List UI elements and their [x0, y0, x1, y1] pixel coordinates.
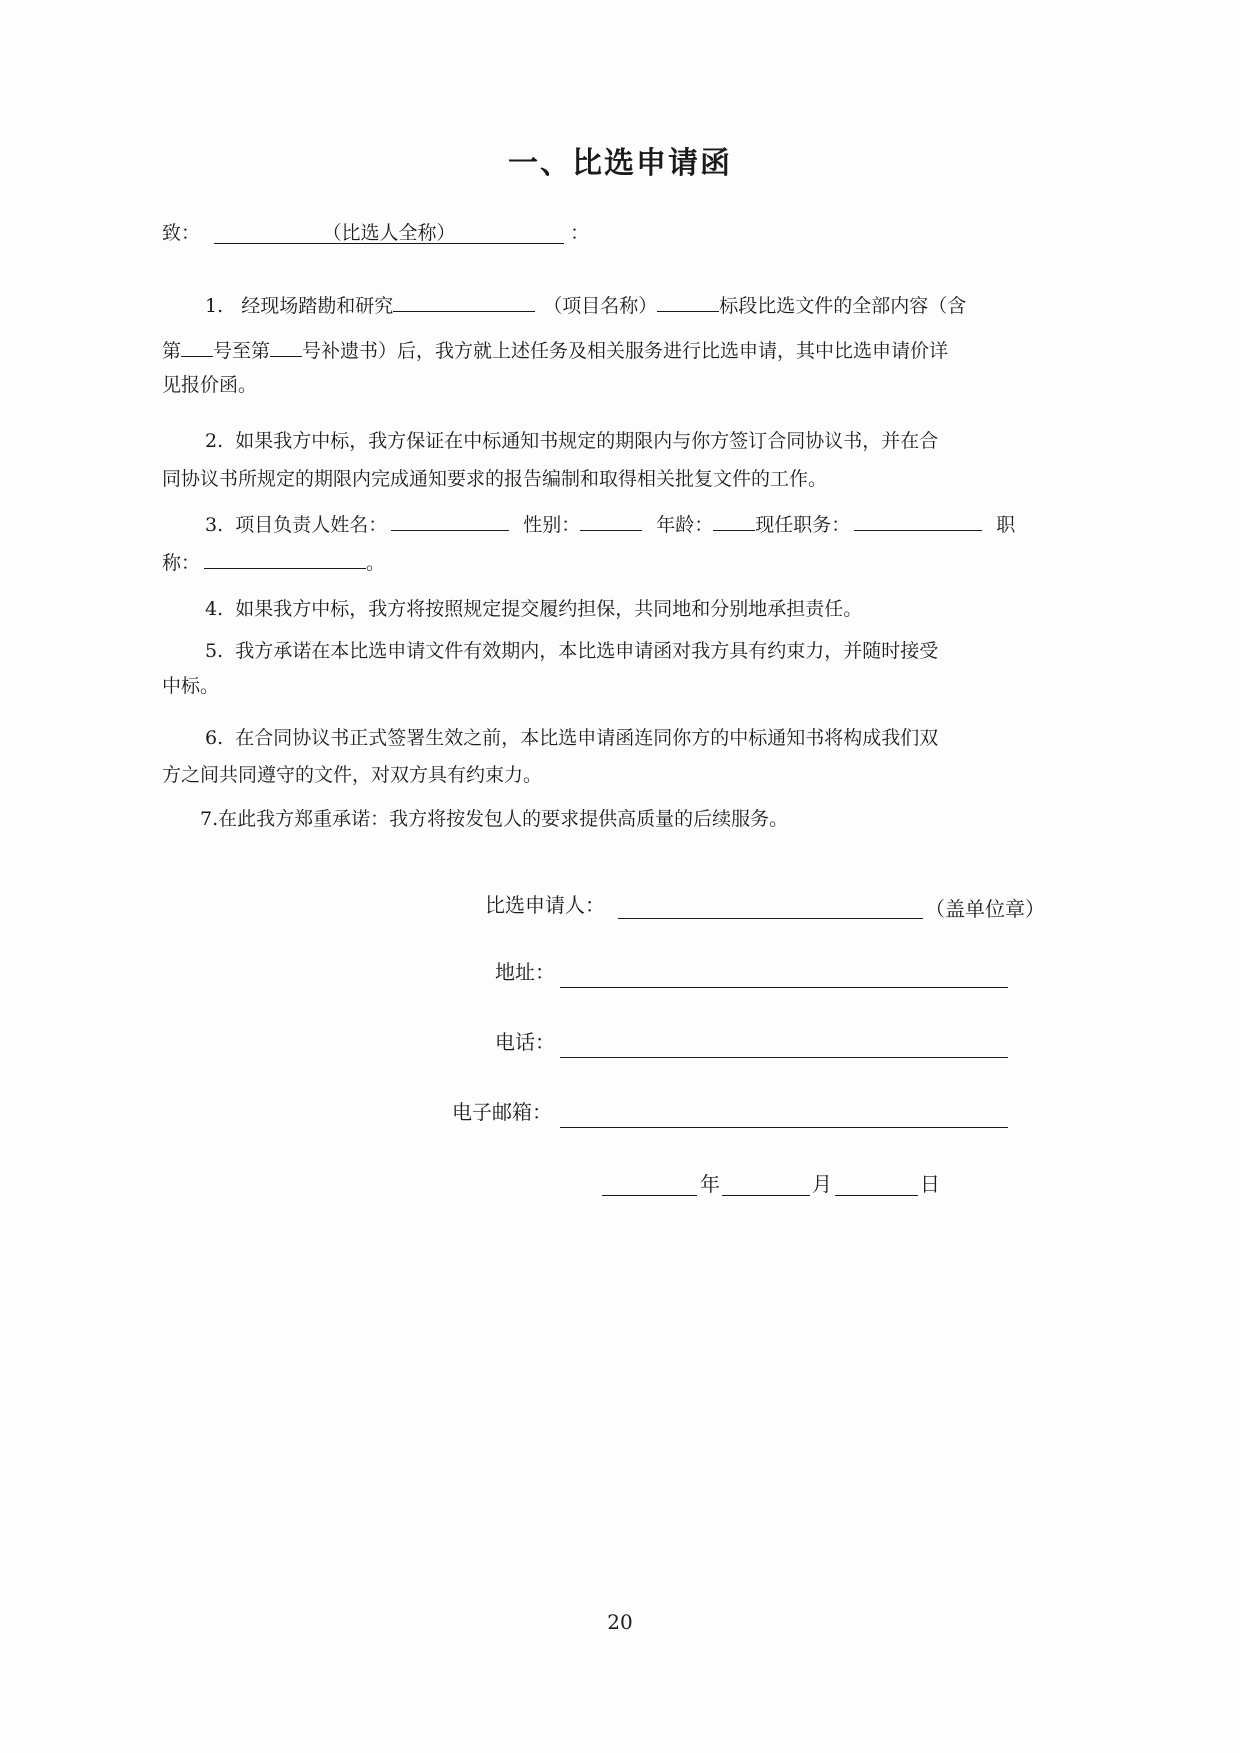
to-label: 致： — [162, 222, 201, 244]
page-number: 20 — [607, 1610, 633, 1634]
paragraph-6-line-2: 方之间共同遵守的文件，对双方具有约束力。 — [162, 764, 543, 786]
paragraph-2-line-2: 同协议书所规定的期限内完成通知要求的报告编制和取得相关批复文件的工作。 — [162, 468, 828, 490]
paragraph-7: 7.在此我方郑重承诺：我方将按发包人的要求提供高质量的后续服务。 — [200, 808, 789, 830]
p3-text-b: 性别： — [523, 514, 581, 536]
title-blank[interactable] — [204, 548, 366, 569]
paragraph-1-line-2 — [162, 336, 948, 364]
applicant-label: 比选申请人： — [485, 893, 605, 917]
p1-text-f: 号补遗书）后，我方就上述任务及相关服务进行比选申请，其中比选申请价详 — [302, 340, 949, 362]
gender-blank[interactable] — [580, 510, 642, 531]
addendum-from-blank[interactable] — [181, 336, 213, 357]
date-month-blank[interactable] — [722, 1194, 810, 1196]
email-label: 电子邮箱： — [452, 1100, 552, 1124]
addressee-placeholder: （比选人全称） — [322, 222, 456, 244]
manager-name-blank[interactable] — [391, 510, 509, 531]
p1-text-d: 第 — [162, 340, 182, 362]
day-label: 日 — [920, 1172, 940, 1196]
paragraph-6-line-1: 6. 在合同协议书正式签署生效之前，本比选申请函连同你方的中标通知书将构成我们双 — [205, 727, 939, 749]
p3-text-g: 。 — [366, 552, 386, 574]
year-label: 年 — [700, 1172, 720, 1196]
email-blank[interactable] — [560, 1126, 1008, 1128]
phone-blank[interactable] — [560, 1056, 1008, 1058]
paragraph-5-line-1: 5. 我方承诺在本比选申请文件有效期内，本比选申请函对我方具有约束力，并随时接受 — [205, 640, 939, 662]
month-label: 月 — [812, 1172, 832, 1196]
project-name-blank[interactable] — [393, 291, 535, 312]
p3-text-a: 3. 项目负责人姓名： — [205, 514, 388, 536]
p1-text-a: 1. 经现场踏勘和研究 — [205, 295, 394, 317]
phone-label: 电话： — [495, 1030, 555, 1054]
p3-text-c: 年龄： — [656, 514, 714, 536]
addressee-line — [162, 220, 589, 246]
to-colon: ： — [570, 222, 590, 244]
addendum-to-blank[interactable] — [270, 336, 302, 357]
paragraph-3-line-2 — [162, 548, 385, 576]
page-title: 一、比选申请函 — [508, 146, 732, 181]
paragraph-4: 4. 如果我方中标，我方将按照规定提交履约担保，共同地和分别地承担责任。 — [205, 598, 863, 620]
p3-text-d: 现任职务： — [755, 514, 851, 536]
age-blank[interactable] — [713, 510, 755, 531]
paragraph-3-line-1 — [205, 510, 1015, 538]
section-blank[interactable] — [657, 291, 719, 312]
date-year-blank[interactable] — [602, 1194, 697, 1196]
addressee-blank[interactable] — [214, 223, 564, 244]
date-day-blank[interactable] — [835, 1194, 918, 1196]
address-label: 地址： — [495, 960, 555, 984]
p1-text-e: 号至第 — [213, 340, 271, 362]
p3-text-e: 职 — [996, 514, 1016, 536]
seal-note: （盖单位章） — [925, 897, 1045, 921]
current-position-blank[interactable] — [854, 510, 982, 531]
p1-text-c: 标段比选文件的全部内容（含 — [719, 295, 967, 317]
paragraph-2-line-1: 2. 如果我方中标，我方保证在中标通知书规定的期限内与你方签订合同协议书，并在合 — [205, 430, 939, 452]
address-blank[interactable] — [560, 986, 1008, 988]
p3-text-f: 称： — [162, 552, 201, 574]
p1-text-b: （项目名称） — [543, 295, 658, 317]
applicant-blank[interactable] — [618, 917, 923, 919]
paragraph-1-line-3: 见报价函。 — [162, 374, 258, 396]
paragraph-1-line-1 — [205, 291, 966, 319]
paragraph-5-line-2: 中标。 — [162, 675, 220, 697]
